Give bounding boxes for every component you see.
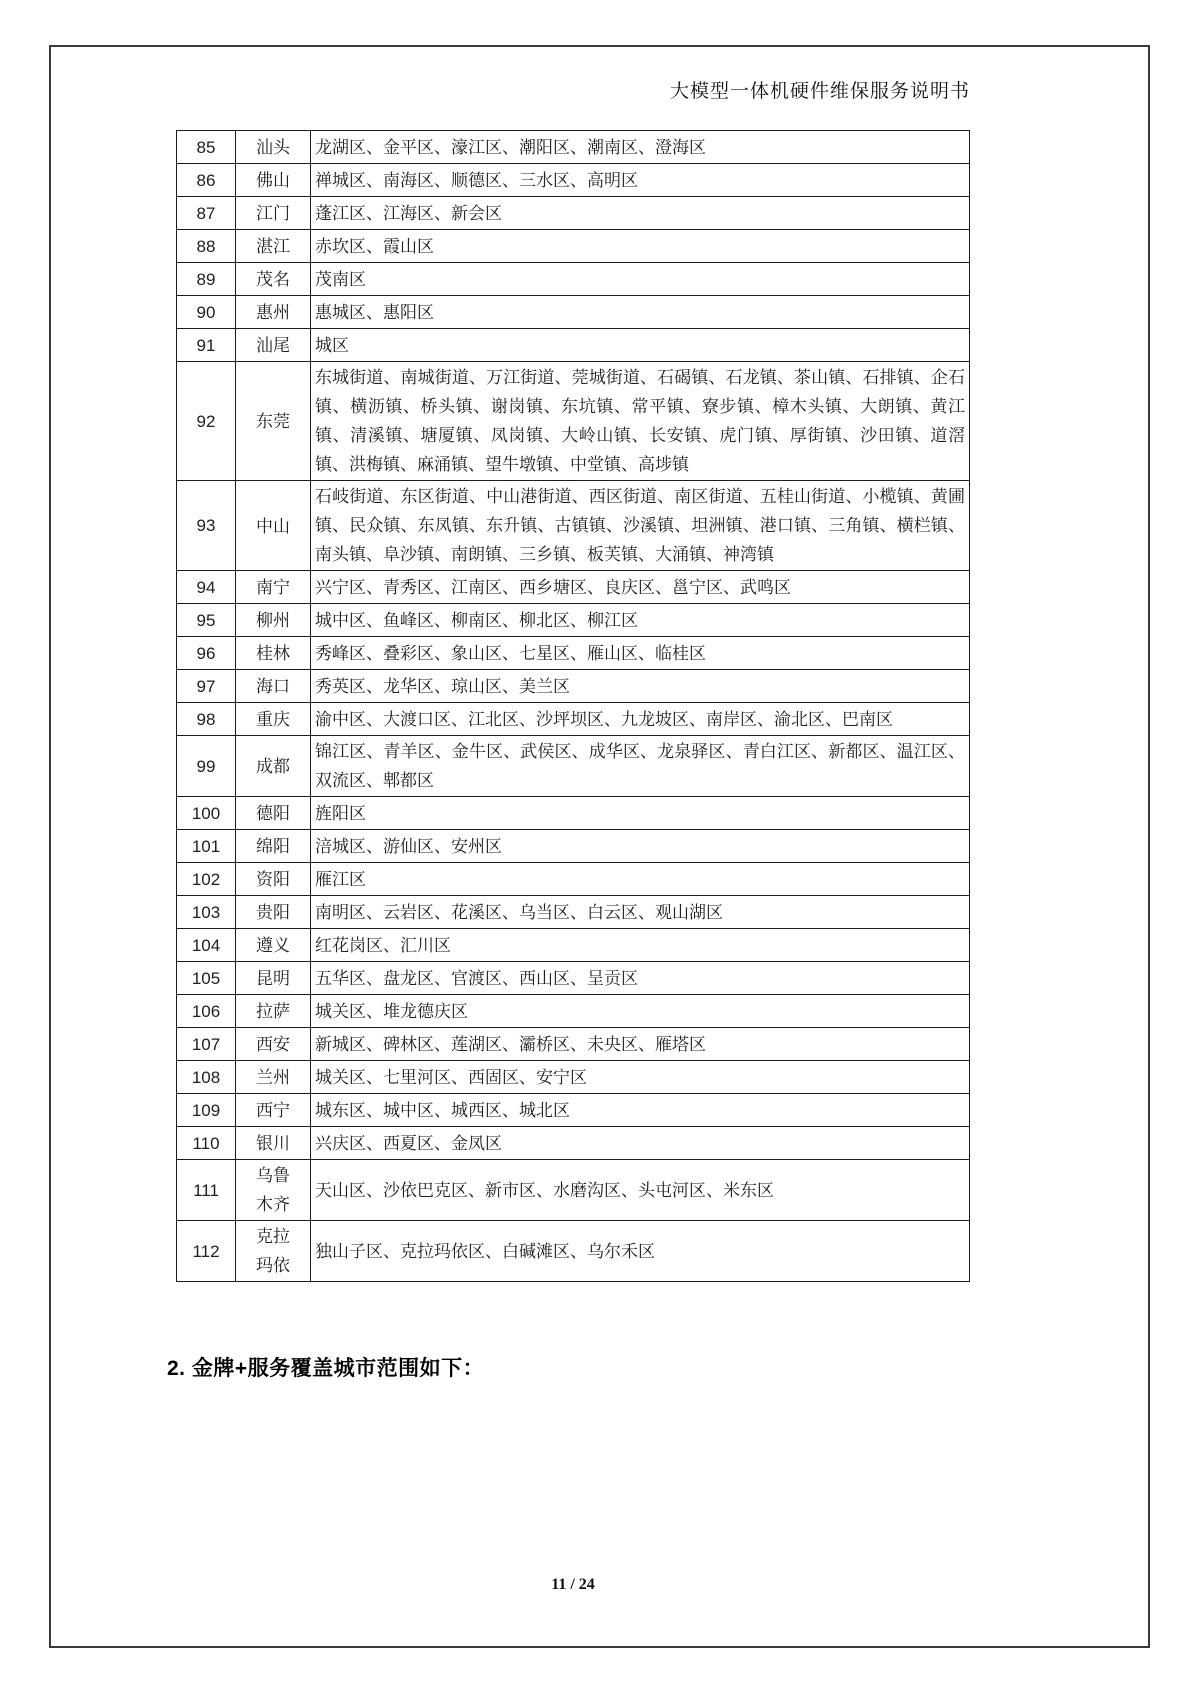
table-row — [177, 863, 970, 896]
city-name: 绵阳 — [256, 837, 290, 857]
row-number-cell: 91 — [177, 329, 236, 362]
city-name-cell — [236, 164, 311, 197]
table-row — [177, 637, 970, 670]
city-name: 德阳 — [256, 804, 290, 824]
city-name-cell — [236, 736, 311, 797]
district-list-cell: 城关区、七里河区、西固区、安宁区 — [311, 1061, 970, 1094]
table-row — [177, 830, 970, 863]
city-name: 兰州 — [256, 1068, 290, 1088]
row-number-cell: 99 — [177, 736, 236, 797]
district-list-cell: 兴宁区、青秀区、江南区、西乡塘区、良庆区、邕宁区、武鸣区 — [311, 571, 970, 604]
table-row — [177, 1061, 970, 1094]
city-name: 西宁 — [256, 1101, 290, 1121]
table-row — [177, 296, 970, 329]
district-list-cell: 赤坎区、霞山区 — [311, 230, 970, 263]
table-row — [177, 362, 970, 481]
district-list-cell: 涪城区、游仙区、安州区 — [311, 830, 970, 863]
table-row — [177, 995, 970, 1028]
row-number-cell: 104 — [177, 929, 236, 962]
row-number-cell: 93 — [177, 481, 236, 571]
city-name-cell — [236, 1221, 311, 1282]
table-row — [177, 1160, 970, 1221]
district-list-cell: 惠城区、惠阳区 — [311, 296, 970, 329]
district-list-cell: 南明区、云岩区、花溪区、乌当区、白云区、观山湖区 — [311, 896, 970, 929]
city-name: 遵义 — [256, 936, 290, 956]
district-list-cell: 五华区、盘龙区、官渡区、西山区、呈贡区 — [311, 962, 970, 995]
city-name: 贵阳 — [256, 903, 290, 923]
table-row — [177, 164, 970, 197]
city-name-cell — [236, 797, 311, 830]
city-name: 成都 — [256, 757, 290, 777]
city-name-cell — [236, 863, 311, 896]
district-list-cell: 雁江区 — [311, 863, 970, 896]
table-row — [177, 197, 970, 230]
table-row — [177, 797, 970, 830]
city-name-cell — [236, 896, 311, 929]
city-name: 海口 — [256, 677, 290, 697]
city-name-cell — [236, 1061, 311, 1094]
row-number-cell: 96 — [177, 637, 236, 670]
row-number-cell: 102 — [177, 863, 236, 896]
district-list-cell: 天山区、沙依巴克区、新市区、水磨沟区、头屯河区、米东区 — [311, 1160, 970, 1221]
row-number-cell: 111 — [177, 1160, 236, 1221]
city-name-cell — [236, 637, 311, 670]
row-number-cell: 89 — [177, 263, 236, 296]
city-name: 东莞 — [256, 412, 290, 432]
district-list-cell: 红花岗区、汇川区 — [311, 929, 970, 962]
city-name-cell — [236, 703, 311, 736]
table-row — [177, 131, 970, 164]
city-name: 佛山 — [256, 171, 290, 191]
coverage-table — [176, 130, 970, 1282]
row-number-cell: 106 — [177, 995, 236, 1028]
district-list-cell: 茂南区 — [311, 263, 970, 296]
city-name: 汕头 — [256, 138, 290, 158]
city-name: 资阳 — [256, 870, 290, 890]
city-name-cell — [236, 197, 311, 230]
city-name-cell — [236, 830, 311, 863]
city-name-cell — [236, 131, 311, 164]
row-number-cell: 101 — [177, 830, 236, 863]
table-row — [177, 1028, 970, 1061]
row-number-cell: 95 — [177, 604, 236, 637]
row-number-cell: 94 — [177, 571, 236, 604]
city-name: 柳州 — [256, 611, 290, 631]
row-number-cell: 103 — [177, 896, 236, 929]
city-name: 茂名 — [256, 270, 290, 290]
city-name-cell — [236, 962, 311, 995]
row-number-cell: 90 — [177, 296, 236, 329]
row-number-cell: 112 — [177, 1221, 236, 1282]
city-name-cell — [236, 571, 311, 604]
district-list-cell: 兴庆区、西夏区、金凤区 — [311, 1127, 970, 1160]
table-row — [177, 571, 970, 604]
district-list-cell: 城中区、鱼峰区、柳南区、柳北区、柳江区 — [311, 604, 970, 637]
district-list-cell: 城区 — [311, 329, 970, 362]
table-row — [177, 736, 970, 797]
city-name-cell — [236, 1028, 311, 1061]
table-row — [177, 929, 970, 962]
district-list-cell: 新城区、碑林区、莲湖区、灞桥区、未央区、雁塔区 — [311, 1028, 970, 1061]
table-row — [177, 962, 970, 995]
section-heading: 2. 金牌+服务覆盖城市范围如下： — [167, 1357, 485, 1380]
city-name: 昆明 — [256, 969, 290, 989]
table-row — [177, 481, 970, 571]
table-row — [177, 670, 970, 703]
city-name-cell — [236, 263, 311, 296]
row-number-cell: 98 — [177, 703, 236, 736]
city-name-cell — [236, 1160, 311, 1221]
row-number-cell: 87 — [177, 197, 236, 230]
city-name: 汕尾 — [256, 336, 290, 356]
city-name-cell — [236, 230, 311, 263]
district-list-cell: 锦江区、青羊区、金牛区、武侯区、成华区、龙泉驿区、青白江区、新都区、温江区、双流区、郫都区 — [311, 736, 970, 797]
row-number-cell: 100 — [177, 797, 236, 830]
coverage-table-body — [177, 131, 970, 1282]
city-name-cell — [236, 329, 311, 362]
row-number-cell: 108 — [177, 1061, 236, 1094]
city-name: 中山 — [256, 516, 290, 536]
district-list-cell: 城关区、堆龙德庆区 — [311, 995, 970, 1028]
city-name: 桂林 — [256, 644, 290, 664]
city-name: 银川 — [256, 1134, 290, 1154]
table-row — [177, 329, 970, 362]
row-number-cell: 86 — [177, 164, 236, 197]
district-list-cell: 城东区、城中区、城西区、城北区 — [311, 1094, 970, 1127]
city-name: 江门 — [256, 204, 290, 224]
row-number-cell: 97 — [177, 670, 236, 703]
row-number-cell: 107 — [177, 1028, 236, 1061]
document-header-title: 大模型一体机硬件维保服务说明书 — [669, 81, 970, 102]
district-list-cell: 蓬江区、江海区、新会区 — [311, 197, 970, 230]
city-name-cell — [236, 362, 311, 481]
district-list-cell: 秀英区、龙华区、琼山区、美兰区 — [311, 670, 970, 703]
page-number-footer: 11 / 24 — [551, 1576, 595, 1593]
city-name-cell — [236, 670, 311, 703]
table-row — [177, 263, 970, 296]
table-row — [177, 604, 970, 637]
city-name: 重庆 — [256, 710, 290, 730]
district-list-cell: 秀峰区、叠彩区、象山区、七星区、雁山区、临桂区 — [311, 637, 970, 670]
city-name: 南宁 — [256, 578, 290, 598]
row-number-cell: 88 — [177, 230, 236, 263]
table-row — [177, 1094, 970, 1127]
city-name: 克拉玛依 — [256, 1227, 290, 1276]
city-name: 西安 — [256, 1035, 290, 1055]
table-row — [177, 1127, 970, 1160]
row-number-cell: 92 — [177, 362, 236, 481]
district-list-cell: 旌阳区 — [311, 797, 970, 830]
city-name-cell — [236, 481, 311, 571]
city-name-cell — [236, 1094, 311, 1127]
table-row — [177, 896, 970, 929]
district-list-cell: 独山子区、克拉玛依区、白碱滩区、乌尔禾区 — [311, 1221, 970, 1282]
city-name-cell — [236, 296, 311, 329]
city-name-cell — [236, 604, 311, 637]
city-name: 湛江 — [256, 237, 290, 257]
district-list-cell: 渝中区、大渡口区、江北区、沙坪坝区、九龙坡区、南岸区、渝北区、巴南区 — [311, 703, 970, 736]
row-number-cell: 109 — [177, 1094, 236, 1127]
table-row — [177, 703, 970, 736]
district-list-cell: 东城街道、南城街道、万江街道、莞城街道、石碣镇、石龙镇、茶山镇、石排镇、企石镇、横沥镇、桥头镇、谢岗镇、东坑镇、常平镇、寮步镇、樟木头镇、大朗镇、黄江镇、清溪镇、塘厦镇、凤岗镇、大岭山镇、长安镇、虎门镇、厚街镇、沙田镇、道滘镇、洪梅镇、麻涌镇、望牛墩镇、中堂镇、高埗镇 — [311, 362, 970, 481]
row-number-cell: 105 — [177, 962, 236, 995]
city-name: 拉萨 — [256, 1002, 290, 1022]
city-name: 惠州 — [256, 303, 290, 323]
city-name-cell — [236, 1127, 311, 1160]
city-name-cell — [236, 995, 311, 1028]
row-number-cell: 110 — [177, 1127, 236, 1160]
district-list-cell: 石岐街道、东区街道、中山港街道、西区街道、南区街道、五桂山街道、小榄镇、黄圃镇、民众镇、东凤镇、东升镇、古镇镇、沙溪镇、坦洲镇、港口镇、三角镇、横栏镇、南头镇、阜沙镇、南朗镇、三乡镇、板芙镇、大涌镇、神湾镇 — [311, 481, 970, 571]
city-name: 乌鲁木齐 — [256, 1166, 290, 1215]
district-list-cell: 禅城区、南海区、顺德区、三水区、高明区 — [311, 164, 970, 197]
city-name-cell — [236, 929, 311, 962]
table-row — [177, 1221, 970, 1282]
district-list-cell: 龙湖区、金平区、濠江区、潮阳区、潮南区、澄海区 — [311, 131, 970, 164]
table-row — [177, 230, 970, 263]
row-number-cell: 85 — [177, 131, 236, 164]
